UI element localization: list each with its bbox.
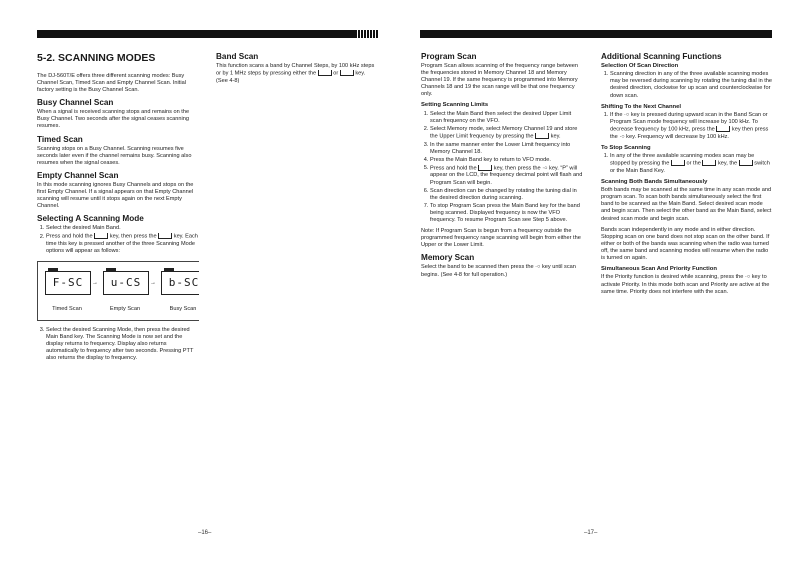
right-column-2 bbox=[601, 52, 773, 492]
dial-key-icon: ·○ bbox=[535, 264, 541, 271]
left-header-stripes bbox=[357, 30, 379, 38]
limits-step-2-b: key. bbox=[550, 133, 561, 140]
timed-heading: Timed Scan bbox=[37, 134, 83, 144]
memory-heading: Memory Scan bbox=[421, 253, 475, 263]
direction-list bbox=[601, 71, 773, 99]
both-heading: Scanning Both Bands Simultaneously bbox=[601, 178, 708, 185]
arrow-icon: → bbox=[92, 280, 98, 287]
independent-text: Bands scan independently in any mode and in either direction. Stopping scan on one band does not stop scan on the other band. If either or both of the bands was scanning when the radio was turned off, the same band and scanning modes will resume when the radio is turned on again. bbox=[601, 226, 770, 262]
shift-text-c: To decrease frequency by 100 kHz, press the bbox=[610, 119, 758, 133]
band-text-a: This function scans a band by Channel Steps, by 100 kHz steps or by 1 MHz steps by pressing either the bbox=[216, 63, 375, 77]
right-column-1 bbox=[421, 52, 584, 492]
lcd-busy-text: b-SC bbox=[168, 276, 199, 290]
additional-heading: Additional Scanning Functions bbox=[601, 52, 722, 61]
busy-heading: Busy Channel Scan bbox=[37, 98, 114, 108]
program-text: Program Scan allows scanning of the frequency range between the frequencies stored in Memory Channel 18 and Memory Channel 19. If the same frequency is programmed into Memory Channels 18 and 19 the scan range will be that one frequency only. bbox=[421, 63, 579, 98]
shift-text-b: key is pressed during upward scan in the Band Scan or Program Scan mode frequency will increase by 100 kHz. bbox=[610, 111, 768, 126]
right-page-number: –17– bbox=[584, 530, 598, 536]
limits-step-5-c: key. “P” will appear on the LCD, the frequency decimal point will flash and Program Scan will begin. bbox=[430, 165, 583, 186]
limits-step-3: 3. In the same manner enter the Lower Limit frequency into Memory Channel 18. bbox=[430, 142, 584, 156]
lcd-timed-label: Timed Scan bbox=[52, 306, 82, 313]
memory-text bbox=[421, 264, 584, 278]
limits-step-5-a: Press and hold the bbox=[430, 165, 477, 172]
limits-step-2 bbox=[430, 126, 584, 141]
selecting-steps bbox=[37, 225, 199, 255]
shift-list bbox=[601, 112, 773, 141]
lcd-func-tag bbox=[48, 268, 58, 272]
selecting-step-3: 3. Select the desired Scanning Mode, then press the desired Main Band key. The Scanning Mode is now set and the display returns to frequency. Display also returns automatically to frequency after two seconds. Pressing PTT also returns the display to frequency. bbox=[46, 327, 199, 362]
dial-key-icon: ·○ bbox=[542, 165, 548, 172]
right-header-bar bbox=[420, 30, 772, 38]
stop-list bbox=[601, 153, 773, 175]
lcd-empty bbox=[103, 271, 149, 295]
lcd-func-tag bbox=[106, 268, 116, 272]
limits-note: Note: If Program Scan is begun from a frequency outside the programmed frequency range scanning will begin from either the Upper or the Lower Limit. bbox=[421, 228, 581, 249]
stop-text bbox=[610, 153, 773, 175]
band-text bbox=[216, 63, 376, 85]
program-heading: Program Scan bbox=[421, 52, 477, 61]
dial-key-icon: ·○ bbox=[624, 111, 630, 118]
section-title: 5-2. SCANNING MODES bbox=[37, 52, 156, 64]
stop-text-b: or the bbox=[686, 160, 701, 167]
direction-heading: Selection Of Scan Direction bbox=[601, 63, 679, 69]
band-heading: Band Scan bbox=[216, 52, 259, 61]
left-page-number: –16– bbox=[198, 530, 212, 536]
arrow-icon: → bbox=[150, 280, 156, 287]
step2-text-a: Press and hold the bbox=[46, 233, 93, 240]
limits-steps bbox=[421, 111, 584, 224]
limits-step-5-b: key, then press the bbox=[493, 165, 541, 172]
func-key-icon bbox=[478, 165, 492, 171]
mw-key-icon bbox=[535, 133, 549, 139]
limits-step-2-a: Select Memory mode, select Memory Channel 19 and store the Upper Limit frequency by pressing the bbox=[430, 125, 578, 140]
limits-step-7: 7. To stop Program Scan press the Main Band key for the band being scanned. Displayed frequency is now the VFO frequency. To resume Program Scan see Step 5 above. bbox=[430, 203, 584, 224]
dial-key-icon: ·○ bbox=[619, 133, 625, 140]
ptt-key-icon bbox=[739, 160, 753, 166]
lcd-empty-label: Empty Scan bbox=[109, 306, 141, 313]
selecting-step-1: 1. Select the desired Main Band. bbox=[46, 225, 199, 232]
empty-text: In this mode scanning ignores Busy Channels and stops on the first Empty Channel. If a signal appears on that Empty Channel scanning will resume until it stops again on the next Empty Channel. bbox=[37, 181, 194, 210]
shift-text-d: key then press the bbox=[610, 126, 769, 140]
empty-heading: Empty Channel Scan bbox=[37, 170, 119, 180]
step2-text-c: key. Each time this key is pressed another of the three Scanning Mode options will appear as follows: bbox=[46, 233, 198, 254]
shift-text bbox=[610, 112, 773, 141]
left-header-bar bbox=[37, 30, 357, 38]
lcd-busy bbox=[161, 271, 199, 295]
lcd-timed-text: F-SC bbox=[52, 276, 84, 290]
both-text: Both bands may be scanned at the same time in any scan mode and program scan. To scan both bands simultaneously select the first band to be scanned as the Main Band. Select desired scan mode and begin scan. Then select the other band as the Main Band, select desired scan mode and begin scan. bbox=[601, 187, 772, 222]
direction-text: 1. Scanning direction in any of the three available scanning modes may be reversed during scanning by rotating the tuning dial in the desired direction, clockwise for up scan and counterclockwise for down scan. bbox=[610, 71, 773, 99]
lcd-func-tag bbox=[164, 268, 174, 272]
left-column-2 bbox=[216, 52, 376, 112]
limits-step-6: 6. Scan direction can be changed by rotating the tuning dial in the desired direction during scanning. bbox=[430, 188, 584, 202]
limits-heading: Setting Scanning Limits bbox=[421, 102, 489, 109]
lcd-empty-text: u-CS bbox=[110, 276, 142, 290]
busy-text: When a signal is received scanning stops and remains on the Busy Channel. Two seconds after the signal ceases scanning resumes. bbox=[37, 109, 190, 130]
step2-text-b: key, then press the bbox=[109, 233, 157, 240]
limits-step-5 bbox=[430, 165, 584, 187]
shift-text-a: If the bbox=[610, 111, 623, 118]
intro-text: The DJ-560T/E offers three different scanning modes: Busy Channel Scan, Timed Scan and Empty Channel Scan. Initial factory setting is the Busy Channel Scan. bbox=[37, 73, 186, 94]
stop-text-d: switch or the Main Band Key. bbox=[610, 160, 770, 174]
shift-heading: Shifting To the Next Channel bbox=[601, 103, 682, 110]
stop-heading: To Stop Scanning bbox=[601, 144, 651, 151]
selecting-steps-cont bbox=[37, 327, 199, 362]
func-key-icon bbox=[716, 126, 730, 132]
down-key-icon bbox=[702, 160, 716, 166]
up-key-icon bbox=[318, 70, 332, 76]
scan-key-icon bbox=[158, 233, 172, 239]
up-key-icon bbox=[671, 160, 685, 166]
stop-text-a: In any of the three available scanning modes scan may be stopped by pressing the bbox=[610, 153, 755, 167]
lcd-sequence bbox=[37, 261, 199, 323]
down-key-icon bbox=[340, 70, 354, 76]
memory-text-a: Select the band to be scanned then press the bbox=[421, 264, 534, 271]
shift-text-e: key. Frequency will decrease by 100 kHz. bbox=[626, 133, 729, 140]
priority-heading: Simultaneous Scan And Priority Function bbox=[601, 266, 717, 273]
selecting-step-2 bbox=[46, 233, 199, 255]
limits-step-4: 4. Press the Main Band key to return to VFO mode. bbox=[430, 157, 584, 164]
memory-text-b: key until scan begins. (See 4-8 for full operation.) bbox=[421, 264, 576, 278]
selecting-heading: Selecting A Scanning Mode bbox=[37, 214, 144, 224]
band-text-b: key. (See 4-8) bbox=[216, 70, 366, 84]
timed-text: Scanning stops on a Busy Channel. Scanning resumes five seconds later even if the channel remains busy. Scanning also resumes when the signal ceases. bbox=[37, 145, 192, 166]
left-column-1 bbox=[37, 52, 199, 492]
func-key-icon bbox=[94, 233, 108, 239]
lcd-timed bbox=[45, 271, 91, 295]
limits-step-1: 1. Select the Main Band then select the desired Upper Limit scan frequency on the VFO. bbox=[430, 111, 584, 125]
stop-text-c: key, the bbox=[717, 160, 738, 167]
band-or: or bbox=[333, 70, 339, 77]
lcd-busy-label: Busy Scan bbox=[169, 306, 197, 313]
priority-text: If the Priority function is desired while scanning, press the ·○ key to activate Priority. In this mode both scan and Priority are active at the same time. Priority does not interfere with the scan. bbox=[601, 274, 770, 295]
